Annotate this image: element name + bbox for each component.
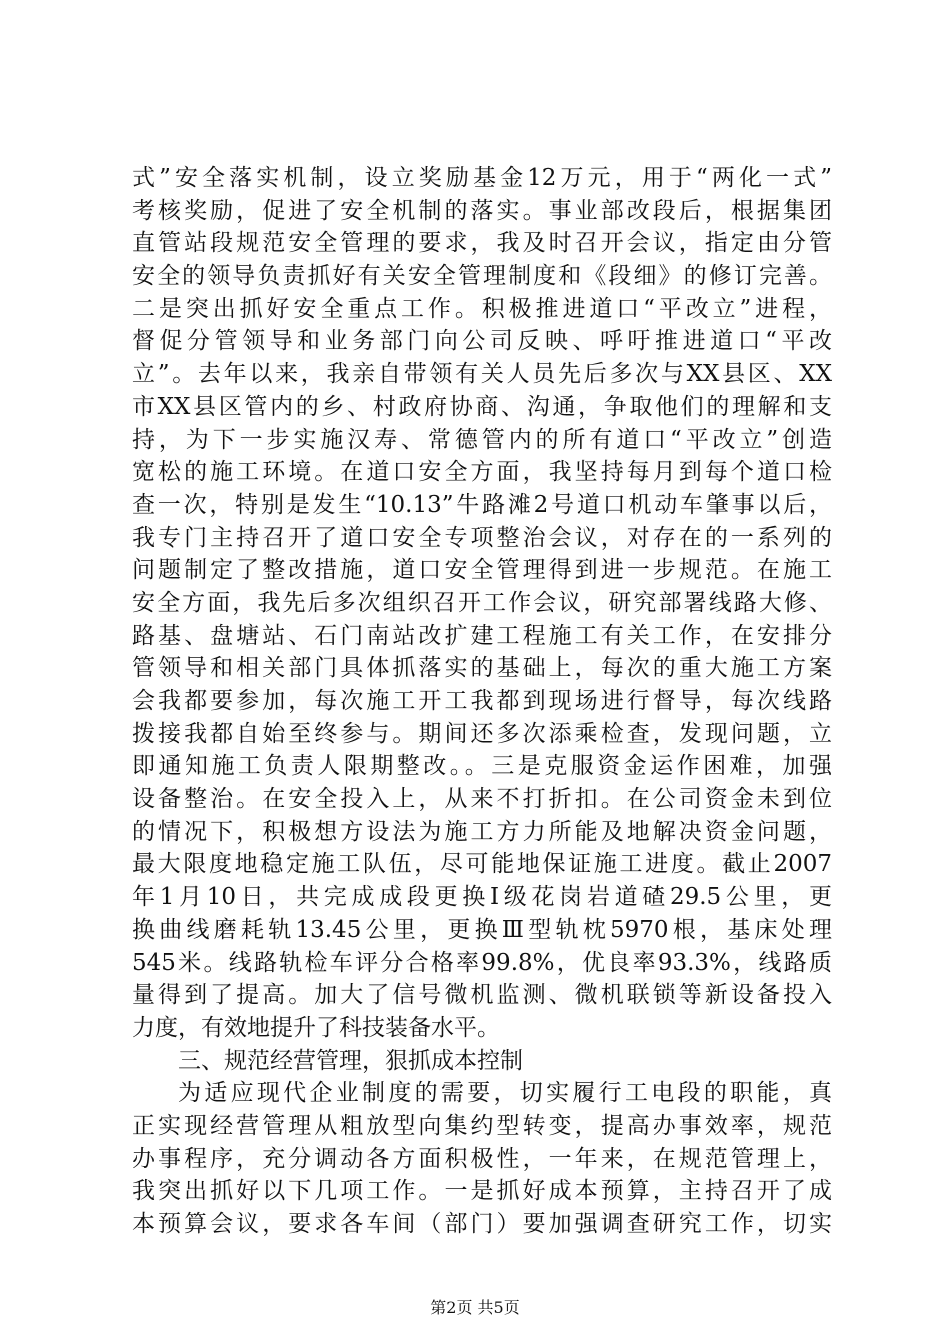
text-line: 我突出抓好以下几项工作。一是抓好成本预算，主持召开了成 xyxy=(132,1178,832,1205)
text-line: 即通知施工负责人限期整改。。三是克服资金运作困难，加强 xyxy=(132,753,832,780)
text-line: 正实现经营管理从粗放型向集约型转变，提高办事效率，规范 xyxy=(132,1112,832,1139)
text-line: 式”安全落实机制，设立奖励基金12万元，用于“两化一式” xyxy=(132,165,832,191)
text-line: 安全的领导负责抓好有关安全管理制度和《段细》的修订完善。 xyxy=(132,263,832,290)
text-line: 问题制定了整改措施，道口安全管理得到进一步规范。在施工 xyxy=(132,557,832,584)
text-line: 设备整治。在安全投入上，从来不打折扣。在公司资金未到位 xyxy=(132,786,832,813)
page-number-footer: 第2页 共5页 xyxy=(430,1298,520,1317)
text-line: 我专门主持召开了道口安全专项整治会议，对存在的一系列的 xyxy=(132,524,832,551)
body-text xyxy=(132,162,832,1241)
text-line: 直管站段规范安全管理的要求，我及时召开会议，指定由分管 xyxy=(132,230,832,257)
text-line: 管领导和相关部门具体抓落实的基础上，每次的重大施工方案 xyxy=(132,655,832,682)
text-line: 量得到了提高。加大了信号微机监测、微机联锁等新设备投入 xyxy=(132,982,832,1009)
text-line: 市XX县区管内的乡、村政府协商、沟通，争取他们的理解和支 xyxy=(132,393,832,420)
text-line: 考核奖励，促进了安全机制的落实。事业部改段后，根据集团 xyxy=(132,197,832,224)
text-line: 为适应现代企业制度的需要，切实履行工电段的职能，真 xyxy=(178,1080,832,1107)
text-line: 二是突出抓好安全重点工作。积极推进道口“平改立”进程， xyxy=(132,295,832,322)
text-line: 换曲线磨耗轨13.45公里，更换Ⅲ型轨枕5970根，基床处理 xyxy=(132,916,832,943)
text-line: 查一次，特别是发生“10.13”牛路滩2号道口机动车肇事以后， xyxy=(132,491,832,518)
text-line: 545米。线路轨检车评分合格率99.8%，优良率93.3%，线路质 xyxy=(132,949,832,976)
text-line: 力度，有效地提升了科技装备水平。 xyxy=(132,1014,500,1041)
text-line: 年1月10日，共完成成段更换Ⅰ级花岗岩道碴29.5公里，更 xyxy=(132,884,832,911)
text-line: 本预算会议，要求各车间（部门）要加强调查研究工作，切实 xyxy=(132,1211,832,1237)
text-line: 督促分管领导和业务部门向公司反映、呼吁推进道口“平改 xyxy=(132,328,832,355)
section-heading: 三、规范经营管理，狠抓成本控制 xyxy=(178,1047,523,1074)
text-line: 路基、盘塘站、石门南站改扩建工程施工有关工作，在安排分 xyxy=(132,622,832,649)
text-line: 最大限度地稳定施工队伍，尽可能地保证施工进度。截止2007 xyxy=(132,851,832,878)
text-line: 拨接我都自始至终参与。期间还多次添乘检查，发现问题，立 xyxy=(132,720,832,747)
text-line: 会我都要参加，每次施工开工我都到现场进行督导，每次线路 xyxy=(132,688,832,714)
text-line: 立”。去年以来，我亲自带领有关人员先后多次与XX县区、XX xyxy=(132,361,832,388)
text-line: 办事程序，充分调动各方面积极性，一年来，在规范管理上， xyxy=(132,1145,832,1172)
text-line: 持，为下一步实施汉寿、常德管内的所有道口“平改立”创造 xyxy=(132,426,832,453)
text-line: 宽松的施工环境。在道口安全方面，我坚持每月到每个道口检 xyxy=(132,459,832,486)
text-line: 安全方面，我先后多次组织召开工作会议，研究部署线路大修、 xyxy=(132,589,832,616)
text-line: 的情况下，积极想方设法为施工方力所能及地解决资金问题， xyxy=(132,818,832,845)
